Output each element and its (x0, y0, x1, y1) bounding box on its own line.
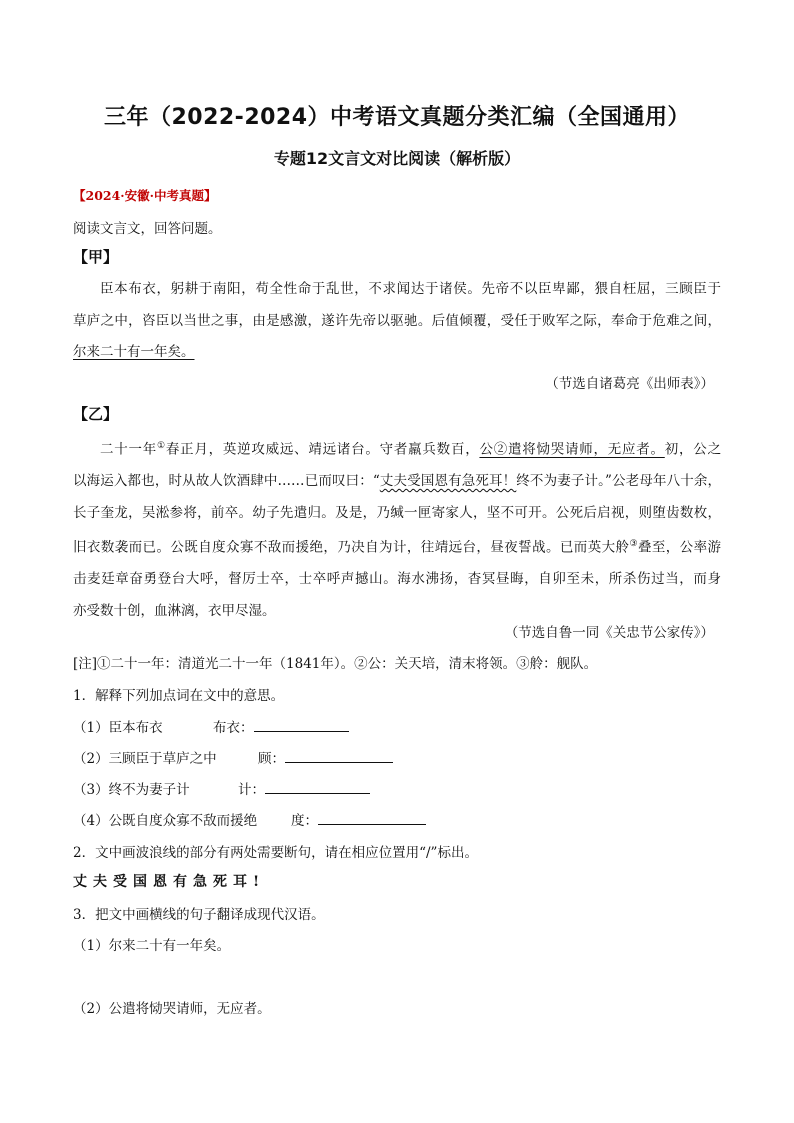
passage-yi-line: 长子奎龙，吴淞参将，前卒。幼子先遣归。及是，乃缄一匣寄家人，坚不可开。公死后启视，则堕齿数枚， (73, 504, 721, 521)
passage-jia (73, 274, 721, 369)
document-subtitle: 专题12文言文对比阅读（解析版） (273, 149, 521, 168)
passage-yi-line: 二十一年①春正月，英逆攻威远、靖远诸台。守者羸兵数百，公②遣将恸哭请师，无应者。初，公之 (100, 441, 722, 458)
question-1-item: （2）三顾臣于草庐之中 顾： (73, 747, 393, 767)
question-3-item: （2）公遣将恸哭请师，无应者。 (73, 1001, 271, 1017)
passage-yi-source: （节选自鲁一同《关忠节公家传》） (504, 625, 714, 641)
answer-blank[interactable] (318, 810, 426, 825)
passage-yi-line: 击麦廷章奋勇登台大呼，督厉士卒，士卒呼声撼山。海水沸扬，杳冥昼晦，自卯至未，所杀伤过当，而身 (73, 571, 721, 587)
passage-jia-label: 【甲】 (73, 248, 119, 266)
underlined-sentence-yi: 公②遣将恸哭请师，无应者。 (479, 441, 665, 458)
footnote-marker: ③ (629, 539, 638, 549)
passage-yi-label: 【乙】 (73, 405, 119, 423)
footnote-marker: ① (157, 441, 166, 451)
document-title: 三年（2022-2024）中考语文真题分类汇编（全国通用） (103, 105, 691, 130)
source-tag: 【2024·安徽·中考真题】 (73, 188, 217, 203)
question-1-item: （3）终不为妻子计 计： (73, 778, 370, 798)
passage-jia-source: （节选自诸葛亮《出师表》） (545, 376, 714, 392)
question-1-stem: 1．解释下列加点词在文中的意思。 (73, 688, 285, 704)
wavy-underlined-phrase: 丈夫受国恩有急死耳！ (379, 473, 517, 489)
passage-yi-line: 以海运入都也，时从故人饮酒肆中……已而叹曰：“丈夫受国恩有急死耳！终不为妻子计。”公老母年八十余， (73, 473, 722, 489)
question-3-item: （1）尔来二十有一年矣。 (73, 938, 231, 954)
passage-yi-line: 亦受数十创，血淋漓，衣甲尽湿。 (73, 602, 276, 619)
passage-jia-line: 草庐之中，咨臣以当世之事，由是感激，遂许先帝以驱驰。后值倾覆，受任于败军之际，奉命于危难之间， (73, 312, 721, 329)
question-1-item: （1）臣本布衣 布衣： (73, 716, 349, 736)
question-2-text: 丈夫受国恩有急死耳! (73, 874, 266, 890)
question-3-stem: 3．把文中画横线的句子翻译成现代汉语。 (73, 907, 325, 923)
answer-blank[interactable] (265, 779, 370, 794)
annotation-note: [注]①二十一年：清道光二十一年（1841年）。②公：关天培，清末将领。③舲：舰队。 (73, 656, 598, 672)
answer-blank[interactable] (254, 717, 349, 732)
passage-jia-line: 臣本布衣，躬耕于南阳，苟全性命于乱世，不求闻达于诸侯。先帝不以臣卑鄙，猥自枉屈，三顾臣于 (100, 281, 721, 297)
passage-yi-line: 旧衣数袭而已。公既自度众寡不敌而援绝，乃决自为计，往靖远台，昼夜誓战。已而英大舲③叠至，公率游 (73, 539, 721, 556)
underlined-sentence-jia: 尔来二十有一年矣。 (73, 344, 195, 360)
question-2-stem: 2．文中画波浪线的部分有两处需要断句，请在相应位置用“/”标出。 (73, 845, 478, 861)
question-1-item: （4）公既自度众寡不敌而援绝 度： (73, 809, 426, 829)
answer-blank[interactable] (285, 748, 393, 763)
instruction-text: 阅读文言文，回答问题。 (73, 221, 222, 237)
passage-yi (73, 431, 721, 627)
